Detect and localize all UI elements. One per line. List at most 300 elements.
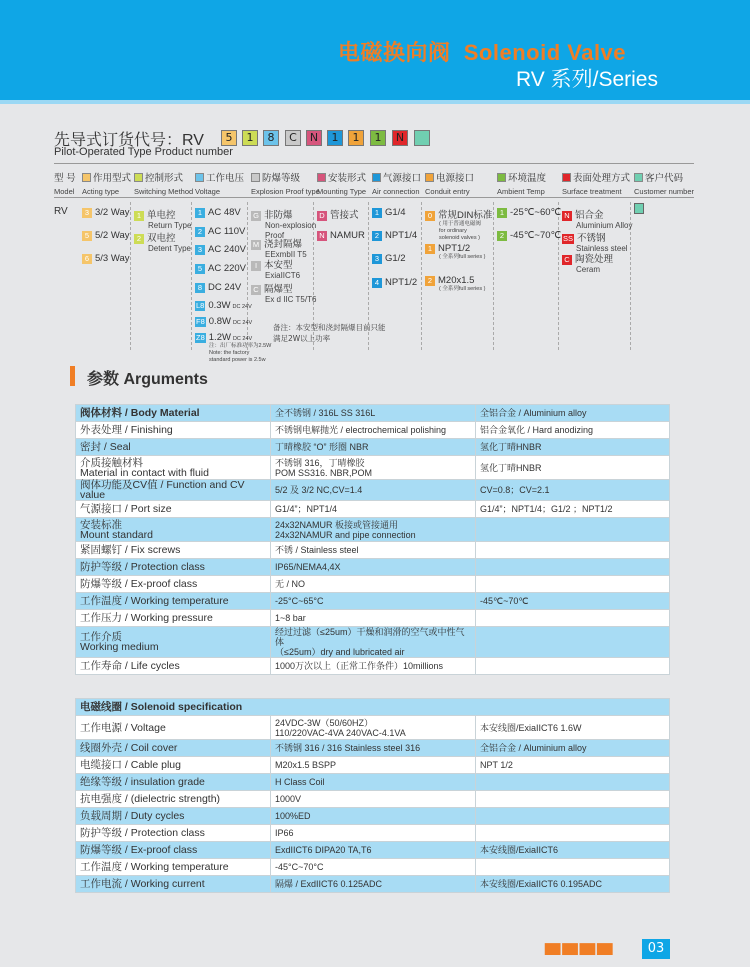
code-box: 1 [242, 130, 258, 146]
option-label: 双电控 [147, 233, 176, 244]
option-item [372, 207, 406, 218]
option-code-badge: 1 [497, 208, 507, 218]
table-row [76, 876, 670, 893]
option-item [425, 207, 492, 242]
cell-line: 氢化丁晴HNBR [480, 462, 542, 473]
option-label: NAMUR [330, 230, 365, 241]
table-cell [476, 658, 670, 675]
table-row [76, 808, 670, 825]
option-code-badge: F8 [196, 317, 205, 326]
option-code-badge: 1 [425, 244, 435, 254]
legend-en: Air connection [372, 187, 420, 196]
table-row [76, 859, 670, 876]
option-code-badge: M [252, 240, 260, 249]
cell-line: G1/4”；NPT1/4；G1/2 ；NPT1/2 [480, 504, 613, 514]
code-box [414, 130, 430, 146]
cell-line: 本安线圈/ExiaIICT6 [480, 845, 559, 855]
table-row [76, 791, 670, 808]
column-separator [493, 202, 494, 350]
table-row [76, 825, 670, 842]
option-label: 常规DIN标准 [438, 210, 493, 221]
table-row [76, 774, 670, 791]
page-number: 03 [642, 939, 670, 959]
option-item [82, 207, 130, 218]
cell-line: 防护等级 / Protection class [80, 561, 205, 573]
legend-cn: 电源接口 [436, 173, 475, 184]
cell-line: 负载周期 / Duty cycles [80, 810, 185, 822]
option-item [134, 207, 191, 231]
table-cell [76, 740, 271, 757]
arguments-heading: 参数 Arguments [70, 366, 208, 386]
option-label: 管接式 [330, 210, 359, 221]
table-cell [476, 501, 670, 518]
table-cell [76, 501, 271, 518]
option-item [82, 230, 130, 241]
table-cell [271, 422, 476, 439]
table-cell [476, 808, 670, 825]
table-cell [76, 791, 271, 808]
table-row [76, 518, 670, 542]
table-cell [76, 842, 271, 859]
option-code-badge: N [562, 211, 572, 221]
option-code-badge: C [251, 285, 261, 295]
code-box: 1 [327, 130, 343, 146]
cell-line: 介质接触材料 [80, 456, 143, 469]
legend-item [317, 170, 366, 196]
legend-en: Customer number [634, 187, 695, 196]
option-label: AC 220V [208, 263, 247, 274]
table-cell [271, 559, 476, 576]
title-cn: 电磁换向阀 [338, 40, 451, 65]
cell-line: ExdIICT6 DIPA20 TA,T6 [275, 845, 372, 855]
cell-line: -25°C~65°C [275, 596, 324, 606]
table-cell [271, 456, 476, 480]
cell-line: 防爆等级 / Ex-proof class [80, 844, 198, 856]
cell-line: 阀体材料 / Body Material [80, 407, 200, 419]
option-sub: EExmbII T5 [265, 250, 307, 259]
option-item [134, 230, 191, 254]
cell-line: 经过过滤（≤25um）干燥和润滑的空气或中性气体 [275, 627, 465, 647]
order-title: 先导式订货代号：RV [54, 132, 204, 149]
table-cell [476, 593, 670, 610]
cell-line: 防爆等级 / Ex-proof class [80, 578, 198, 590]
table-cell [476, 876, 670, 893]
option-sub: ExiaIICT6 [265, 271, 301, 280]
note-line: 备注：本安型和浇封隔爆目前只能 [273, 323, 386, 332]
option-item [497, 230, 561, 241]
column-separator [130, 202, 131, 350]
option-item [425, 243, 485, 261]
table-cell [271, 518, 476, 542]
option-label: -25℃~60℃ [510, 207, 562, 218]
table-cell [476, 757, 670, 774]
table-cell [476, 859, 670, 876]
table-row [76, 542, 670, 559]
option-label: 3/2 Way [95, 207, 130, 218]
option-sub: Detent Type [148, 244, 191, 253]
table-cell [476, 542, 670, 559]
legend-item [634, 170, 694, 196]
option-item [251, 281, 316, 305]
option-code-badge: C [562, 255, 572, 265]
option-code-badge: Z8 [196, 333, 205, 342]
cell-line: 电缆接口 / Cable plug [80, 759, 181, 771]
option-code-badge: N [317, 231, 327, 241]
table-cell [271, 627, 476, 658]
legend-cn: 气源接口 [383, 173, 422, 184]
cell-line: 本安线圈/ExiaIICT6 1.6W [480, 722, 582, 733]
cell-line: 工作压力 / Working pressure [80, 612, 213, 624]
option-code-badge: 3 [372, 254, 382, 264]
cell-line: 1000V [275, 794, 302, 804]
option-code-badge: L8 [196, 301, 205, 310]
option-label: 1.2W [208, 332, 231, 343]
legend-swatch [634, 173, 643, 182]
option-label: 不锈钢 [577, 233, 606, 244]
table-cell [476, 559, 670, 576]
column-separator [558, 202, 559, 350]
option-code-badge: D [317, 211, 327, 221]
table-row [76, 480, 670, 501]
series-title: RV 系列/Series [516, 68, 658, 91]
cell-line: 阀体功能及CV值 / Function and CV value [80, 479, 245, 501]
legend-en: Model [54, 187, 75, 196]
option-code-badge: 8 [195, 283, 205, 293]
cell-line: CV=0.8；CV=2.1 [480, 485, 550, 495]
legend-item [134, 170, 193, 196]
option-label: G1/4 [385, 207, 406, 218]
option-item [195, 300, 252, 311]
option-note: ( 用于普通电磁阀 [439, 221, 481, 227]
cell-line: Material in contact with fluid [80, 466, 209, 479]
table-cell [476, 774, 670, 791]
option-small: DC 24V [232, 336, 253, 342]
table-cell [271, 593, 476, 610]
option-code-badge: I [251, 261, 261, 271]
legend-swatch [425, 173, 434, 182]
option-label: 0.8W [208, 316, 231, 327]
cell-line: （≤25um）dry and lubricated air [275, 647, 405, 657]
option-sub: Ceram [576, 265, 601, 274]
table-cell [476, 716, 670, 740]
option-sub: Aluminium Alloy [576, 221, 633, 230]
column-separator [247, 202, 248, 350]
option-note: ( 全系列full series ) [439, 286, 486, 292]
table-cell [271, 876, 476, 893]
table-cell [76, 422, 271, 439]
cell-line: 110/220VAC-4VA 240VAC-4.1VA [275, 727, 406, 738]
table-cell [271, 774, 476, 791]
table-cell [76, 576, 271, 593]
option-label: NPT1/2 [385, 277, 418, 288]
cell-line: 无 / NO [275, 579, 306, 589]
option-label: 0.3W [208, 300, 231, 311]
option-sub: Non-explosion [265, 221, 317, 230]
cell-line: -45°C~70°C [275, 862, 324, 872]
order-subtitle: Pilot-Operated Type Product number [54, 146, 233, 158]
code-box: 5 [221, 130, 237, 146]
legend-cn: 表面处理方式 [573, 173, 631, 184]
cell-line: 隔爆 / ExdIICT6 0.125ADC [275, 879, 383, 889]
option-item [195, 332, 271, 364]
option-label: AC 110V [208, 226, 246, 237]
table-cell [76, 876, 271, 893]
option-label: 单电控 [147, 210, 176, 221]
table-cell [476, 825, 670, 842]
title-en: Solenoid Valve [463, 40, 627, 65]
option-small: DC 24V [232, 320, 253, 326]
cell-line: 绝缘等级 / insulation grade [80, 776, 205, 788]
option-item [562, 207, 632, 231]
legend-item [54, 170, 76, 196]
option-sub: Return Type [148, 221, 192, 230]
cell-line: 24VDC-3W（50/60HZ） [275, 717, 374, 728]
table-cell [76, 405, 271, 422]
option-code-badge: 5 [82, 231, 92, 241]
table-cell [476, 576, 670, 593]
table-row [76, 501, 670, 518]
option-label: AC 240V [208, 244, 247, 255]
legend-item [562, 170, 630, 196]
cell-line: 密封 / Seal [80, 441, 131, 453]
table-cell [76, 808, 271, 825]
option-code-badge: 1 [134, 211, 144, 221]
table-cell [271, 825, 476, 842]
legend-cn: 型 号 [54, 173, 76, 184]
table-cell [271, 405, 476, 422]
cell-line: 工作温度 / Working temperature [80, 861, 229, 873]
table-row [76, 610, 670, 627]
table-cell [271, 808, 476, 825]
header-strip [0, 100, 750, 104]
option-note: solenoid valves ) [439, 235, 480, 241]
cell-line: 工作介质 [80, 631, 122, 643]
legend-en: Mounting Type [317, 187, 367, 196]
option-code-badge: 2 [372, 231, 382, 241]
cell-line: 紧固螺钉 / Fix screws [80, 544, 181, 556]
option-item [372, 253, 406, 264]
cell-line: 工作电流 / Working current [80, 878, 205, 890]
option-code-badge: 2 [134, 234, 144, 244]
legend-swatch [317, 173, 326, 182]
legend-swatch [134, 173, 143, 182]
cell-line: 本安线圈/ExiaIICT6 0.195ADC [480, 879, 603, 889]
option-label: NPT1/4 [385, 230, 418, 241]
option-sub: Ex d IIC T5/T6 [265, 295, 317, 304]
table-cell [476, 456, 670, 480]
option-item [497, 207, 561, 218]
option-note: ( 全系列full series ) [439, 254, 486, 260]
legend-cn: 安装形式 [328, 173, 367, 184]
code-box: 8 [263, 130, 279, 146]
legend-cn: 工作电压 [206, 173, 245, 184]
legend-cn: 作用型式 [93, 173, 132, 184]
option-code-badge: 3 [82, 208, 92, 218]
option-label: 陶瓷处理 [575, 254, 614, 265]
cell-line: IP65/NEMA4,4X [275, 562, 341, 572]
order-note [273, 322, 386, 344]
table-row [76, 559, 670, 576]
cell-line: 不锈 / Stainless steel [275, 545, 359, 555]
solenoid-table [75, 698, 670, 893]
option-item [251, 257, 300, 281]
note-line: 满足2W以上功率 [273, 334, 331, 343]
cell-line: NPT 1/2 [480, 760, 513, 770]
cell-line: 丁晴橡胶 “O” 形圈 NBR [275, 442, 369, 452]
table-row [76, 740, 670, 757]
option-label: G1/2 [385, 253, 406, 264]
table-cell [76, 456, 271, 480]
table-cell [271, 576, 476, 593]
legend-cn: 客户代码 [645, 173, 684, 184]
table-cell [76, 716, 271, 740]
cell-line: 线圈外壳 / Coil cover [80, 742, 178, 754]
table-cell [476, 518, 670, 542]
option-note: Note: the factory [209, 350, 250, 356]
table-cell [76, 859, 271, 876]
table-cell [271, 740, 476, 757]
table-row [76, 658, 670, 675]
option-label: AC 48V [208, 207, 241, 218]
cell-line: 1000万次以上（正常工作条件）10millions [275, 661, 444, 671]
option-code-badge: 6 [82, 254, 92, 264]
table-cell [76, 627, 271, 658]
legend-cn: 防爆等级 [262, 173, 301, 184]
cell-line: Mount standard [80, 528, 153, 541]
option-label: 5/3 Way [95, 253, 130, 264]
option-item [634, 203, 647, 217]
table-cell [76, 610, 271, 627]
table-cell [271, 439, 476, 456]
cell-line: 全铝合金 / Aluminium alloy [480, 408, 587, 418]
legend-item [497, 170, 546, 196]
option-label: -45℃~70℃ [510, 230, 562, 241]
legend-item [251, 170, 320, 196]
option-label: M20x1.5 [438, 275, 475, 286]
code-box: C [285, 130, 301, 146]
option-item [317, 230, 365, 241]
cell-line: 工作电源 / Voltage [80, 721, 166, 734]
option-item [195, 207, 241, 218]
cell-line: 不锈钢电解抛光 / electrochemical polishing [275, 425, 447, 435]
table-cell [271, 716, 476, 740]
option-item [317, 207, 359, 221]
option-sub: Stainless steel [576, 244, 628, 253]
cell-line: 安装标准 [80, 518, 122, 531]
legend-item [372, 170, 421, 196]
option-label: NPT1/2 [438, 243, 471, 254]
legend-swatch [562, 173, 571, 182]
table-cell [76, 825, 271, 842]
option-label: 浇封隔爆 [264, 239, 303, 250]
table-row [76, 627, 670, 658]
legend-en: Acting type [82, 187, 120, 196]
arguments-table [75, 404, 670, 675]
table-cell [476, 842, 670, 859]
option-label: 本安型 [264, 260, 293, 271]
option-item [195, 244, 246, 255]
cell-line: 1~8 bar [275, 613, 306, 623]
table-cell [76, 774, 271, 791]
table-cell [476, 405, 670, 422]
table-cell [271, 859, 476, 876]
cell-line: G1/4”；NPT1/4 [275, 504, 338, 514]
option-code-badge: 2 [195, 227, 205, 237]
option-note: 注：出厂标准功率为2.5W [209, 343, 272, 349]
table-cell [76, 658, 271, 675]
table-header-cell: 电磁线圈 / Solenoid specification [76, 699, 670, 716]
legend-item [425, 170, 474, 196]
legend-swatch [82, 173, 91, 182]
option-item [425, 275, 485, 293]
option-item [195, 226, 245, 237]
legend-en: Explosion Proof type [251, 187, 320, 196]
option-code-badge: 2 [425, 276, 435, 286]
option-code-badge: 5 [195, 264, 205, 274]
legend-en: Voltage [195, 187, 221, 196]
table-cell [271, 480, 476, 501]
option-code-badge: 0 [425, 211, 435, 221]
option-note: for ordinary [439, 228, 467, 234]
code-box: 1 [370, 130, 386, 146]
table-cell [271, 842, 476, 859]
table-row [76, 456, 670, 480]
code-box: N [306, 130, 322, 146]
table-row [76, 405, 670, 422]
table-cell [476, 627, 670, 658]
cell-line: 不锈钢 316 / 316 Stainless steel 316 [275, 743, 421, 753]
option-label: DC 24V [208, 282, 242, 293]
option-code-badge: 1 [372, 208, 382, 218]
cell-line: 5/2 及 3/2 NC,CV=1.4 [275, 485, 363, 495]
table-cell [271, 610, 476, 627]
table-cell [76, 593, 271, 610]
table-cell [76, 542, 271, 559]
column-separator [421, 202, 422, 350]
option-sub: Proof [265, 231, 285, 240]
option-note: standard power is 2.5w [209, 357, 266, 363]
table-cell [476, 610, 670, 627]
option-code-badge: SS [563, 234, 574, 243]
cell-line: 外表处理 / Finishing [80, 424, 173, 436]
option-item [372, 230, 417, 241]
option-code-badge: 4 [372, 278, 382, 288]
cell-line: 铝合金氧化 / Hard anodizing [480, 425, 594, 435]
cell-line: -45℃~70℃ [480, 596, 529, 606]
option-item [195, 316, 252, 327]
table-row [76, 576, 670, 593]
option-label: 隔爆型 [264, 284, 293, 295]
footer-logo: ▀▀▀▀ [545, 943, 615, 967]
table-row [76, 842, 670, 859]
table-cell [476, 439, 670, 456]
option-code-badge: G [251, 211, 261, 221]
table-cell [476, 480, 670, 501]
table-row [76, 716, 670, 740]
legend-en: Conduit entry [425, 187, 470, 196]
option-label: 非防爆 [264, 210, 293, 221]
cell-line: 不锈钢 316，丁晴橡胶 [275, 457, 365, 468]
cell-line: M20x1.5 BSPP [275, 760, 337, 770]
table-cell [476, 740, 670, 757]
option-code-badge: 2 [497, 231, 507, 241]
cell-line: 全不锈钢 / 316L SS 316L [275, 408, 376, 418]
table-cell [271, 658, 476, 675]
model-value: RV [54, 206, 68, 217]
divider [54, 197, 694, 198]
table-row [76, 757, 670, 774]
cell-line: 24x32NAMUR and pipe connection [275, 529, 416, 540]
